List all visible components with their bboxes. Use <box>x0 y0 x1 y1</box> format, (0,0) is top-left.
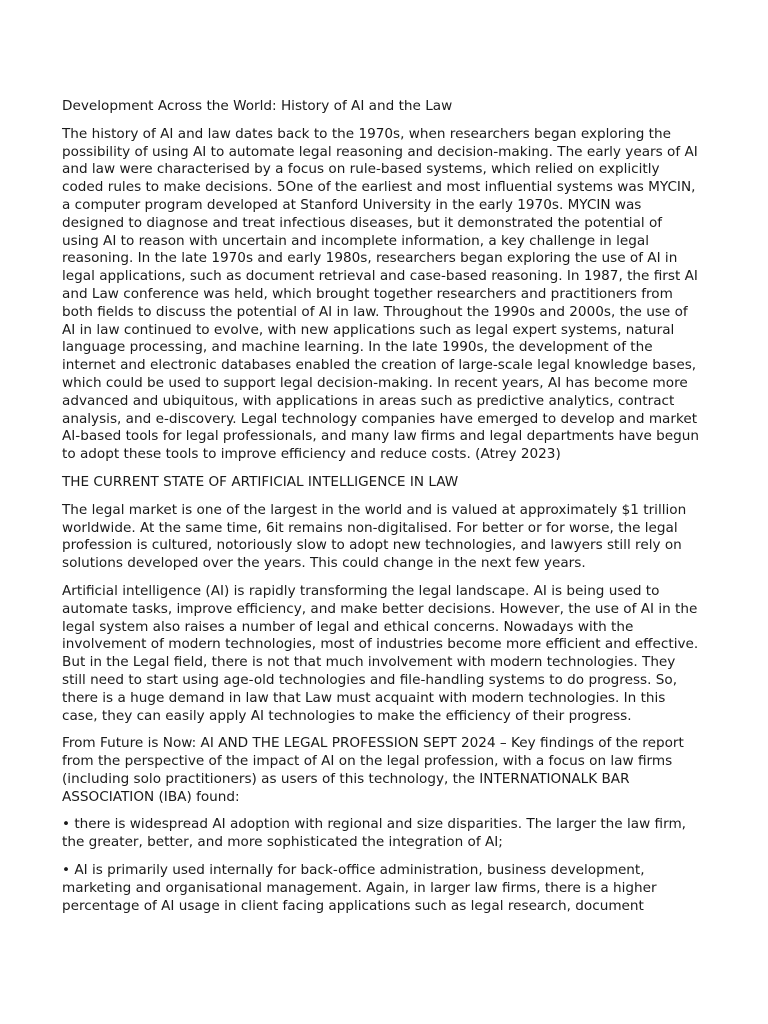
bullet-item: • AI is primarily used internally for back-office administration, business development, marketing and organisational management. Again, in larger law firms, there is a higher percentage of AI usage in client facing applications such as legal research, document <box>62 862 657 914</box>
intro-paragraph: The history of AI and law dates back to the 1970s, when researchers began exploring the possibility of using AI to automate legal reasoning and decision-making. The early years of AI and law were characterised by a focus on rule-based systems, which relied on explicitly coded rules to make decisions. 5One of the earliest and most influential systems was MYCIN, a computer program developed at Stanford University in the early 1970s. MYCIN was designed to diagnose and treat infectious diseases, but it demonstrated the potential of using AI to reason with uncertain and incomplete information, a key challenge in legal reasoning. In the late 1970s and early 1980s, researchers began exploring the use of AI in legal applications, such as document retrieval and case-based reasoning. In 1987, the first AI and Law conference was held, which brought together researchers and practitioners from both fields to discuss the potential of AI in law. Throughout the 1990s and 2000s, the use of AI in law continued to evolve, with new applications such as legal expert systems, natural language processing, and machine learning. In the late 1990s, the development of the internet and electronic databases enabled the creation of large-scale legal knowledge bases, which could be used to support legal decision-making. In recent years, AI has become more advanced and ubiquitous, with applications in areas such as predictive analytics, contract analysis, and e-discovery. Legal technology companies have emerged to develop and market AI-based tools for legal professionals, and many law firms and legal departments have begun to adopt these tools to improve efficiency and reduce costs. (Atrey 2023) <box>62 125 700 463</box>
document-page <box>62 98 702 925</box>
market-paragraph: The legal market is one of the largest in the world and is valued at approximately $1 trillion worldwide. At the same time, 6it remains non-digitalised. For better or for worse, the legal profession is cultured, notoriously slow to adopt new technologies, and lawyers still rely on solutions developed over the years. This could change in the next few years. <box>62 501 687 572</box>
section-heading: THE CURRENT STATE OF ARTIFICIAL INTELLIGENCE IN LAW <box>62 473 459 490</box>
document-title: Development Across the World: History of AI and the Law <box>62 98 453 114</box>
report-paragraph: From Future is Now: AI AND THE LEGAL PROFESSION SEPT 2024 – Key findings of the report from the perspective of the impact of AI on the legal profession, with a focus on law firms (including solo practitioners) as users of this technology, the INTERNATIONALK BAR ASSOCIATION (IBA) found: <box>62 735 684 805</box>
bullet-item: • there is widespread AI adoption with regional and size disparities. The larger the law firm, the greater, better, and more sophisticated the integration of AI; <box>62 816 687 851</box>
ai-paragraph: Artificial intelligence (AI) is rapidly transforming the legal landscape. AI is being used to automate tasks, improve efficiency, and make better decisions. However, the use of AI in the legal system also raises a number of legal and ethical concerns. Nowadays with the involvement of modern technologies, most of industries become more efficient and effective. But in the Legal field, there is not that much involvement with modern technologies. They still need to start using age-old technologies and file-handling systems to do progress. So, there is a huge demand in law that Law must acquaint with modern technologies. In this case, they can easily apply AI technologies to make the efficiency of their progress. <box>62 582 699 724</box>
